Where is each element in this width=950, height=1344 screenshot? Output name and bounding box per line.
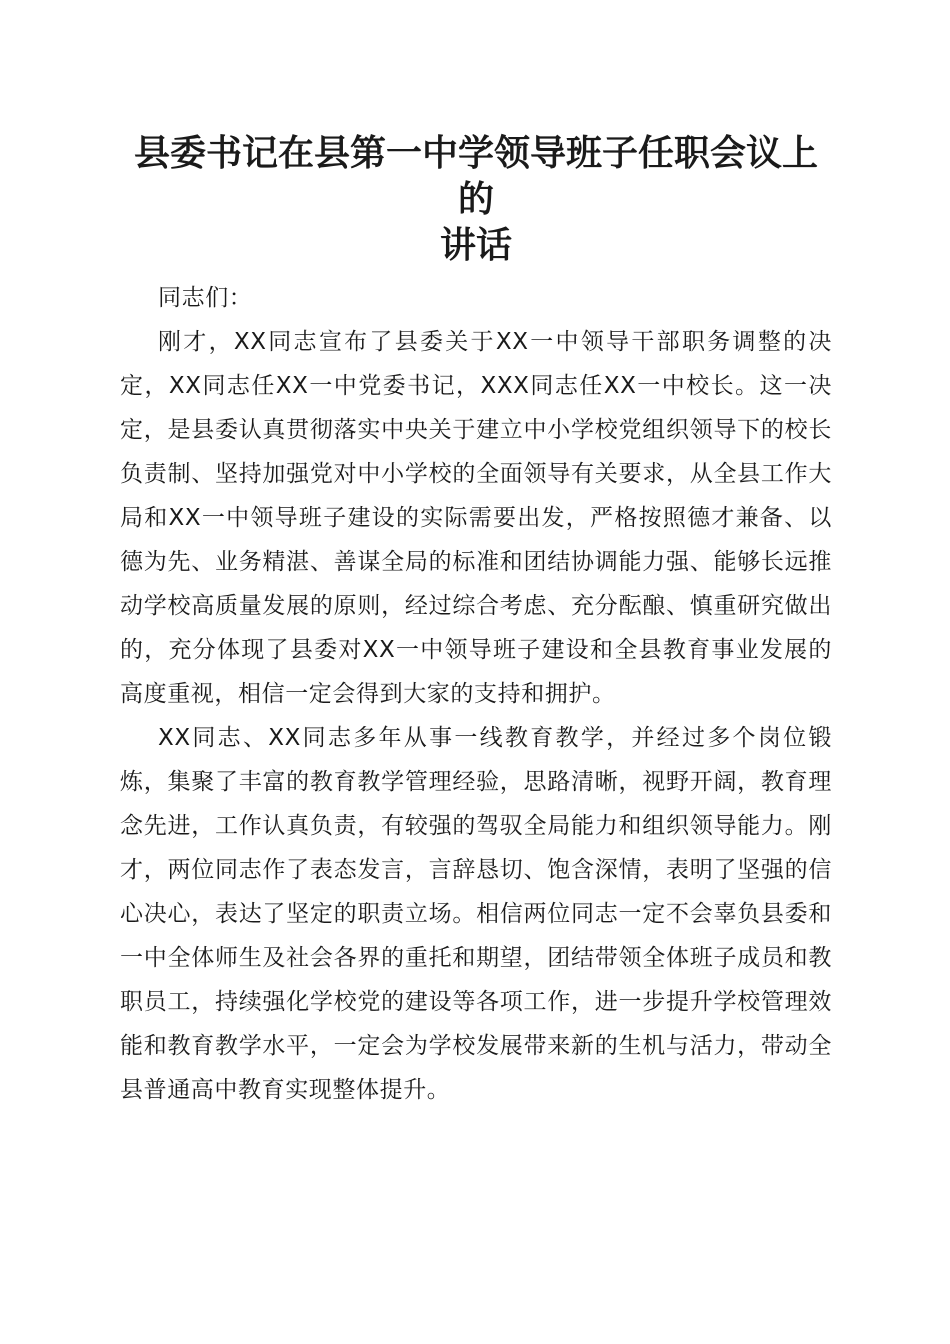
document-page — [120, 130, 832, 1112]
paragraph-1: 刚才，XX同志宣布了县委关于XX一中领导干部职务调整的决定，XX同志任XX一中党委书记，XXX同志任XX一中校长。这一决定，是县委认真贯彻落实中央关于建立中小学校党组织领导下的校长负责制、坚持加强党对中小学校的全面领导有关要求，从全县工作大局和XX一中领导班子建设的实际需要出发，严格按照德才兼备、以德为先、业务精湛、善谋全局的标准和团结协调能力强、能够长远推动学校高质量发展的原则，经过综合考虑、充分酝酿、慎重研究做出的，充分体现了县委对XX一中领导班子建设和全县教育事业发展的高度重视，相信一定会得到大家的支持和拥护。 — [120, 329, 832, 707]
title-line-2: 讲话 — [439, 224, 512, 266]
paragraph-2: XX同志、XX同志多年从事一线教育教学，并经过多个岗位锻炼，集聚了丰富的教育教学管理经验，思路清晰，视野开阔，教育理念先进，工作认真负责，有较强的驾驭全局能力和组织领导能力。刚才，两位同志作了表态发言，言辞恳切、饱含深情，表明了坚强的信心决心，表达了坚定的职责立场。相信两位同志一定不会辜负县委和一中全体师生及社会各界的重托和期望，团结带领全体班子成员和教职员工，持续强化学校党的建设等各项工作，进一步提升学校管理效能和教育教学水平，一定会为学校发展带来新的生机与活力，带动全县普通高中教育实现整体提升。 — [120, 725, 832, 1103]
document-title — [120, 130, 832, 268]
title-line-1: 县委书记在县第一中学领导班子任职会议上的 — [133, 132, 818, 220]
salutation: 同志们： — [158, 285, 253, 311]
